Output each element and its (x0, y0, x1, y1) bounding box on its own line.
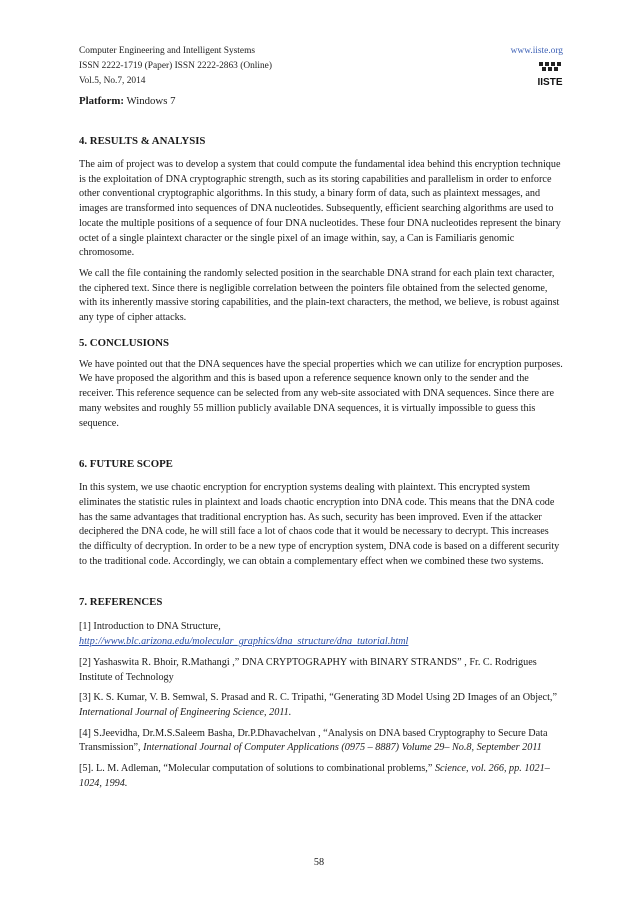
issn-line: ISSN 2222-1719 (Paper) ISSN 2222-2863 (Online) (79, 61, 272, 71)
reference-5-text: [5]. L. M. Adleman, “Molecular computation of solutions to combinational problems,” (79, 763, 435, 775)
reference-5-source: Science, vol. 266, pp. 1021–1024, 1994. (79, 763, 550, 789)
iiste-logo (537, 61, 563, 89)
results-heading: 4. RESULTS & ANALYSIS (79, 135, 206, 147)
reference-4-source: International Journal of Computer Applications (0975 – 8887) Volume 29– No.8, September 2011 (143, 742, 542, 754)
references-heading: 7. REFERENCES (79, 596, 163, 609)
reference-3-source: International Journal of Engineering Science, 2011. (79, 706, 292, 718)
results-paragraph-2: We call the file containing the randomly selected position in the searchable DNA strand for each plain text character, the ciphered text. Since there is negligible correlation between the pointers file obtained from the selected genome, with its inherently massive storing capabilities, and the plain-text characters, the method, we believe, is robust against any type of cipher attacks. (79, 267, 560, 324)
reference-5 (79, 762, 563, 791)
journal-url-link[interactable]: www.iiste.org (510, 46, 563, 56)
future-scope-heading: 6. FUTURE SCOPE (79, 458, 173, 471)
reference-2: [2] Yashaswita R. Bhoir, R.Mathangi ,” DNA CRYPTOGRAPHY with BINARY STRANDS” , Fr. C. Rodrigues Institute of Technology (79, 656, 537, 683)
platform-value: Windows 7 (123, 95, 176, 107)
results-paragraph-1: The aim of project was to develop a system that could compute the fundamental idea behind this encryption technique is the exploitation of DNA cryptographic strength, such as its storing capabilities and parallelism in order to enforce other conventional cryptographic algorithms. In this study, a binary form of data, such as plaintext messages, and images are transformed into sequences of DNA nucleotides. Subsequently, efficient searching algorithms are used to locate the multiple positions of a sequence of four DNA nucleotides. These four DNA nucleotides represent the binary octet of a single plaintext character or the single pixel of an image within, say, a Can is Familiaris genomic chromosome. (79, 159, 561, 259)
svg-text:IISTE: IISTE (537, 77, 563, 88)
reference-1 (79, 620, 563, 649)
journal-name: Computer Engineering and Intelligent Systems (79, 46, 256, 56)
volume-line: Vol.5, No.7, 2014 (79, 76, 146, 86)
reference-3 (79, 691, 563, 720)
page-header (79, 44, 563, 88)
page-number: 58 (313, 857, 325, 868)
conclusions-paragraph: We have pointed out that the DNA sequences have the special properties which we can utilize for encryption purposes. We have proposed the algorithm and this is based upon a reference sequence known only to the sender and the receiver. This reference sequence can be selected from any web-site associated with DNA sequences. Since there are many websites and roughly 55 million publicly available DNA sequences, it is virtually impossible to guess this sequence. (79, 358, 563, 429)
reference-4 (79, 727, 563, 756)
reference-1-title: [1] Introduction to DNA Structure, (79, 621, 221, 633)
reference-1-link[interactable]: http://www.blc.arizona.edu/molecular_graphics/dna_structure/dna_tutorial.html (79, 636, 409, 648)
reference-3-text: [3] K. S. Kumar, V. B. Semwal, S. Prasad and R. C. Tripathi, “Generating 3D Model Using 2D Images of an Object,” (79, 692, 557, 704)
platform-label: Platform: (79, 95, 124, 107)
conclusions-heading: 5. CONCLUSIONS (79, 336, 169, 349)
future-scope-paragraph: In this system, we use chaotic encryption for encryption systems dealing with plaintext. This encrypted system eliminates the statistic rules in plaintext and loads chaotic encryption into DNA code. This means that the DNA code has the same advantages that traditional encryption has. As such, security has been improved. Even if the attacker deciphered the DNA code, he will still face a lot of chaos code that it would be necessary to decrypt. This increases the difficulty of decryption. In order to be a new type of encryption system, DNA code is based on a different security to the traditional code. Accordingly, we can obtain a complementary effect when we combined these two systems. (79, 482, 560, 567)
platform-line (79, 94, 563, 108)
reference-4-text: [4] S.Jeevidha, Dr.M.S.Saleem Basha, Dr.P.Dhavachelvan , “Analysis on DNA based Cryptography to Secure Data Transmission”, (79, 727, 548, 754)
page-content (79, 94, 563, 792)
